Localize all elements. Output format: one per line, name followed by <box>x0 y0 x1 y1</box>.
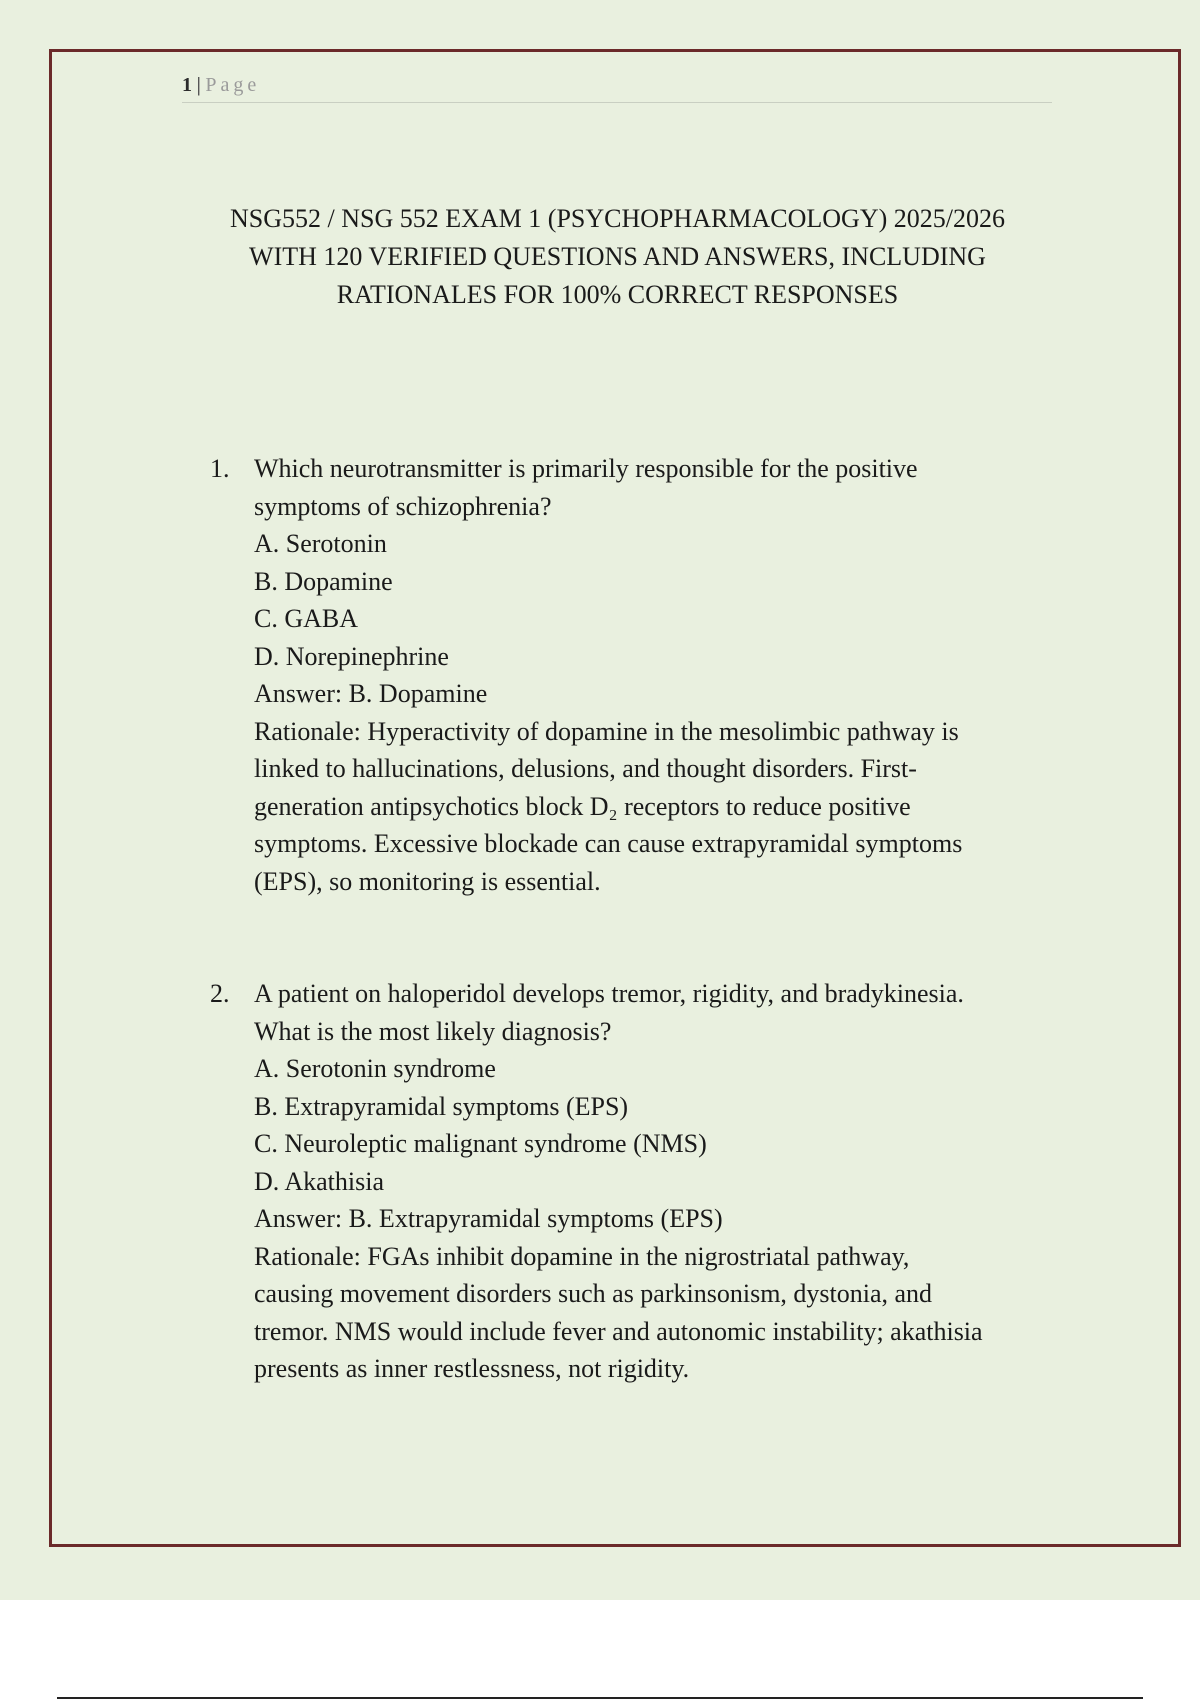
option-d: D. Akathisia <box>254 1166 384 1196</box>
rationale-line: Rationale: FGAs inhibit dopamine in the nigrostriatal pathway, <box>254 1241 910 1271</box>
question-list <box>210 450 1070 1388</box>
title-line: NSG552 / NSG 552 EXAM 1 (PSYCHOPHARMACOLOGY) 2025/2026 <box>229 204 1005 233</box>
option-b: B. Dopamine <box>254 566 393 596</box>
page-label: Page <box>205 74 261 96</box>
option-d: D. Norepinephrine <box>254 641 449 671</box>
answer-line: Answer: B. Dopamine <box>254 679 488 708</box>
answer-line: Answer: B. Extrapyramidal symptoms (EPS) <box>254 1204 723 1233</box>
rationale-line: (EPS), so monitoring is essential. <box>254 866 601 896</box>
rationale-line: tremor. NMS would include fever and autonomic instability; akathisia <box>254 1316 983 1346</box>
question-number: 2. <box>210 979 230 1008</box>
page-header-separator: | <box>196 74 202 96</box>
rationale-line: symptoms. Excessive blockade can cause extrapyramidal symptoms <box>254 829 963 858</box>
page-header <box>182 74 1052 103</box>
question-stem-line: symptoms of schizophrenia? <box>254 491 552 521</box>
question-body <box>254 975 1070 1388</box>
bottom-divider <box>57 1697 1143 1699</box>
rationale-line: presents as inner restlessness, not rigidity. <box>254 1354 690 1383</box>
page-number: 1 <box>182 74 193 96</box>
option-a: A. Serotonin syndrome <box>254 1054 496 1083</box>
question-number: 1. <box>210 454 230 483</box>
document-title <box>180 200 1055 314</box>
question-stem-line: What is the most likely diagnosis? <box>254 1016 612 1046</box>
rationale-line: causing movement disorders such as parkinsonism, dystonia, and <box>254 1279 933 1308</box>
rationale-line: generation antipsychotics block D₂ receptors to reduce positive <box>254 791 911 821</box>
rationale-line: linked to hallucinations, delusions, and thought disorders. First- <box>254 754 917 783</box>
option-c: C. Neuroleptic malignant syndrome (NMS) <box>254 1129 707 1158</box>
option-a: A. Serotonin <box>254 529 387 558</box>
title-line: RATIONALES FOR 100% CORRECT RESPONSES <box>336 280 899 309</box>
question-2 <box>210 975 1070 1388</box>
title-line: WITH 120 VERIFIED QUESTIONS AND ANSWERS, INCLUDING <box>249 242 986 271</box>
question-1 <box>210 450 1070 900</box>
question-body <box>254 450 1070 900</box>
option-c: C. GABA <box>254 604 359 633</box>
question-stem-line: A patient on haloperidol develops tremor, rigidity, and bradykinesia. <box>254 979 964 1008</box>
question-stem-line: Which neurotransmitter is primarily responsible for the positive <box>254 454 918 483</box>
rationale-line: Rationale: Hyperactivity of dopamine in the mesolimbic pathway is <box>254 716 959 746</box>
option-b: B. Extrapyramidal symptoms (EPS) <box>254 1091 629 1121</box>
